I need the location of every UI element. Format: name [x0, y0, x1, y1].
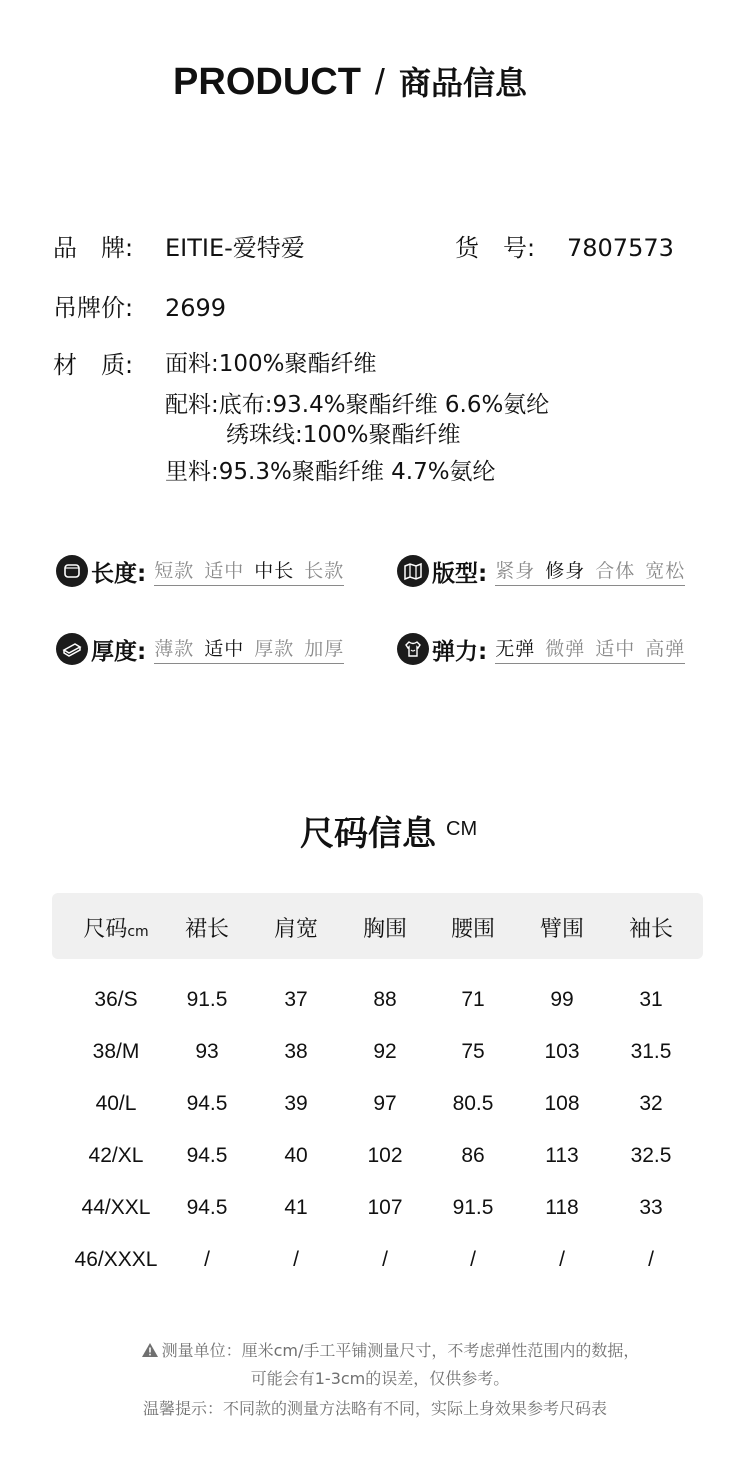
size-table-cell: / — [293, 1248, 299, 1271]
fit-option: 合体 — [595, 560, 636, 582]
size-table-cell: 33 — [639, 1196, 663, 1219]
material-line: 配料:底布:93.4%聚酯纤维 6.6%氨纶 — [165, 392, 550, 418]
size-table-cell: 31.5 — [630, 1040, 672, 1063]
size-table-cell: 94.5 — [186, 1144, 228, 1167]
price-row — [53, 288, 226, 323]
fabric-thickness-icon — [56, 633, 88, 665]
size-table-cell: 40/L — [95, 1092, 137, 1115]
size-table-cell: / — [559, 1248, 565, 1271]
fit-option-selected: 修身 — [545, 560, 586, 582]
page-title — [0, 58, 700, 104]
fit-option: 紧身 — [495, 560, 536, 582]
size-table-cell: 75 — [461, 1040, 485, 1063]
size-table-cell: 94.5 — [186, 1092, 228, 1115]
sku-value: 7807573 — [567, 234, 674, 262]
size-table-cell: 94.5 — [186, 1196, 228, 1219]
length-option: 短款 — [154, 560, 195, 582]
dress-length-icon — [56, 555, 88, 587]
size-table-cell: 42/XL — [88, 1144, 144, 1167]
size-table-cell: / — [382, 1248, 388, 1271]
title-zh: 商品信息 — [398, 64, 527, 102]
thickness-label: 厚度: — [91, 638, 147, 665]
material-row — [53, 345, 165, 380]
material-line: 面料:100%聚酯纤维 — [165, 351, 377, 377]
thickness-option-selected: 适中 — [204, 638, 245, 660]
brand-value: EITIE-爱特爱 — [165, 234, 305, 262]
thickness-option: 加厚 — [304, 638, 345, 660]
size-table-cell: 39 — [284, 1092, 308, 1115]
sku-row — [455, 228, 674, 263]
size-table-cell: 32.5 — [630, 1144, 672, 1167]
size-table-cell: 31 — [639, 988, 663, 1011]
size-table-cell: 80.5 — [452, 1092, 494, 1115]
brand-row — [53, 228, 305, 263]
size-table-cell: 91.5 — [452, 1196, 494, 1219]
note-line-2: 可能会有1-3cm的误差，仅供参考。 — [250, 1369, 510, 1388]
size-table-cell: 46/XXXL — [74, 1248, 158, 1271]
elasticity-option: 适中 — [595, 638, 636, 660]
elasticity-option-selected: 无弹 — [495, 638, 536, 660]
length-label: 长度: — [91, 560, 147, 587]
stretch-shirt-icon — [397, 633, 429, 665]
size-table-cell: 38 — [284, 1040, 308, 1063]
size-table-cell: 91.5 — [186, 988, 228, 1011]
size-table-cell: 102 — [367, 1144, 403, 1167]
thickness-options — [154, 634, 344, 664]
elasticity-attribute — [397, 632, 685, 666]
material-label: 材 质: — [53, 351, 134, 379]
size-table-cell: 92 — [373, 1040, 397, 1063]
elasticity-option: 微弹 — [545, 638, 586, 660]
size-table-header-cell: 肩宽 — [273, 917, 318, 942]
size-table-cell: 118 — [545, 1196, 579, 1219]
title-slash: / — [374, 61, 385, 102]
size-title-unit: CM — [446, 818, 478, 840]
size-table-cell: 108 — [544, 1092, 580, 1115]
size-table-cell: 44/XXL — [81, 1196, 151, 1219]
price-label: 吊牌价: — [53, 294, 134, 322]
size-table-cell: 32 — [639, 1092, 663, 1115]
size-table-header-cell: 尺码cm — [83, 917, 149, 942]
size-table-header-cell: 胸围 — [362, 917, 407, 942]
size-table-cell: 71 — [461, 988, 485, 1011]
fit-shape-icon — [397, 555, 429, 587]
thickness-attribute — [56, 632, 344, 666]
sku-label: 货 号: — [455, 234, 536, 262]
note-line-3: 温馨提示：不同款的测量方法略有不同，实际上身效果参考尺码表 — [142, 1399, 607, 1418]
size-table-cell: 40 — [284, 1144, 308, 1167]
size-table-cell: 93 — [195, 1040, 219, 1063]
note-line-1: 测量单位：厘米cm/手工平铺测量尺寸，不考虑弹性范围内的数据， — [161, 1341, 640, 1360]
size-table-cell: 37 — [284, 988, 308, 1011]
size-table-cell: 38/M — [92, 1040, 140, 1063]
size-table-cell: 107 — [367, 1196, 403, 1219]
length-option-selected: 中长 — [254, 560, 295, 582]
length-options — [154, 556, 344, 586]
fit-options — [495, 556, 685, 586]
size-table-header-cell: 臂围 — [539, 917, 584, 942]
elasticity-options — [495, 634, 685, 664]
size-table-cell: 99 — [550, 988, 574, 1011]
fit-label: 版型: — [432, 560, 488, 587]
warning-icon — [141, 1342, 159, 1358]
thickness-option: 厚款 — [254, 638, 295, 660]
size-table-cell: 88 — [373, 988, 397, 1011]
material-line: 绣珠线:100%聚酯纤维 — [226, 422, 461, 448]
elasticity-option: 高弹 — [645, 638, 686, 660]
size-section-title — [300, 806, 477, 855]
length-option: 长款 — [304, 560, 345, 582]
price-value: 2699 — [165, 294, 227, 322]
size-table-cell: / — [204, 1248, 210, 1271]
size-table-cell: / — [470, 1248, 476, 1271]
size-table-header-cell: 裙长 — [184, 917, 229, 942]
size-header-unit: cm — [127, 924, 149, 940]
title-en: PRODUCT — [173, 61, 361, 103]
size-table-header-cell: 腰围 — [450, 917, 495, 942]
size-title-text: 尺码信息 — [300, 814, 436, 854]
elasticity-label: 弹力: — [432, 638, 488, 665]
size-table-cell: 103 — [544, 1040, 580, 1063]
size-table-header-cell: 袖长 — [628, 917, 673, 942]
size-table-cell: 113 — [545, 1144, 579, 1167]
size-table-cell: / — [648, 1248, 654, 1271]
size-table-cell: 41 — [284, 1196, 308, 1219]
fit-attribute — [397, 554, 685, 588]
size-table-cell: 86 — [461, 1144, 485, 1167]
brand-label: 品 牌: — [53, 234, 134, 262]
size-table-cell: 97 — [373, 1092, 397, 1115]
thickness-option: 薄款 — [154, 638, 195, 660]
length-option: 适中 — [204, 560, 245, 582]
measurement-note — [0, 1338, 750, 1361]
length-attribute — [56, 554, 344, 588]
material-line: 里料:95.3%聚酯纤维 4.7%氨纶 — [165, 459, 496, 485]
fit-option: 宽松 — [645, 560, 686, 582]
size-table-cell: 36/S — [94, 988, 138, 1011]
